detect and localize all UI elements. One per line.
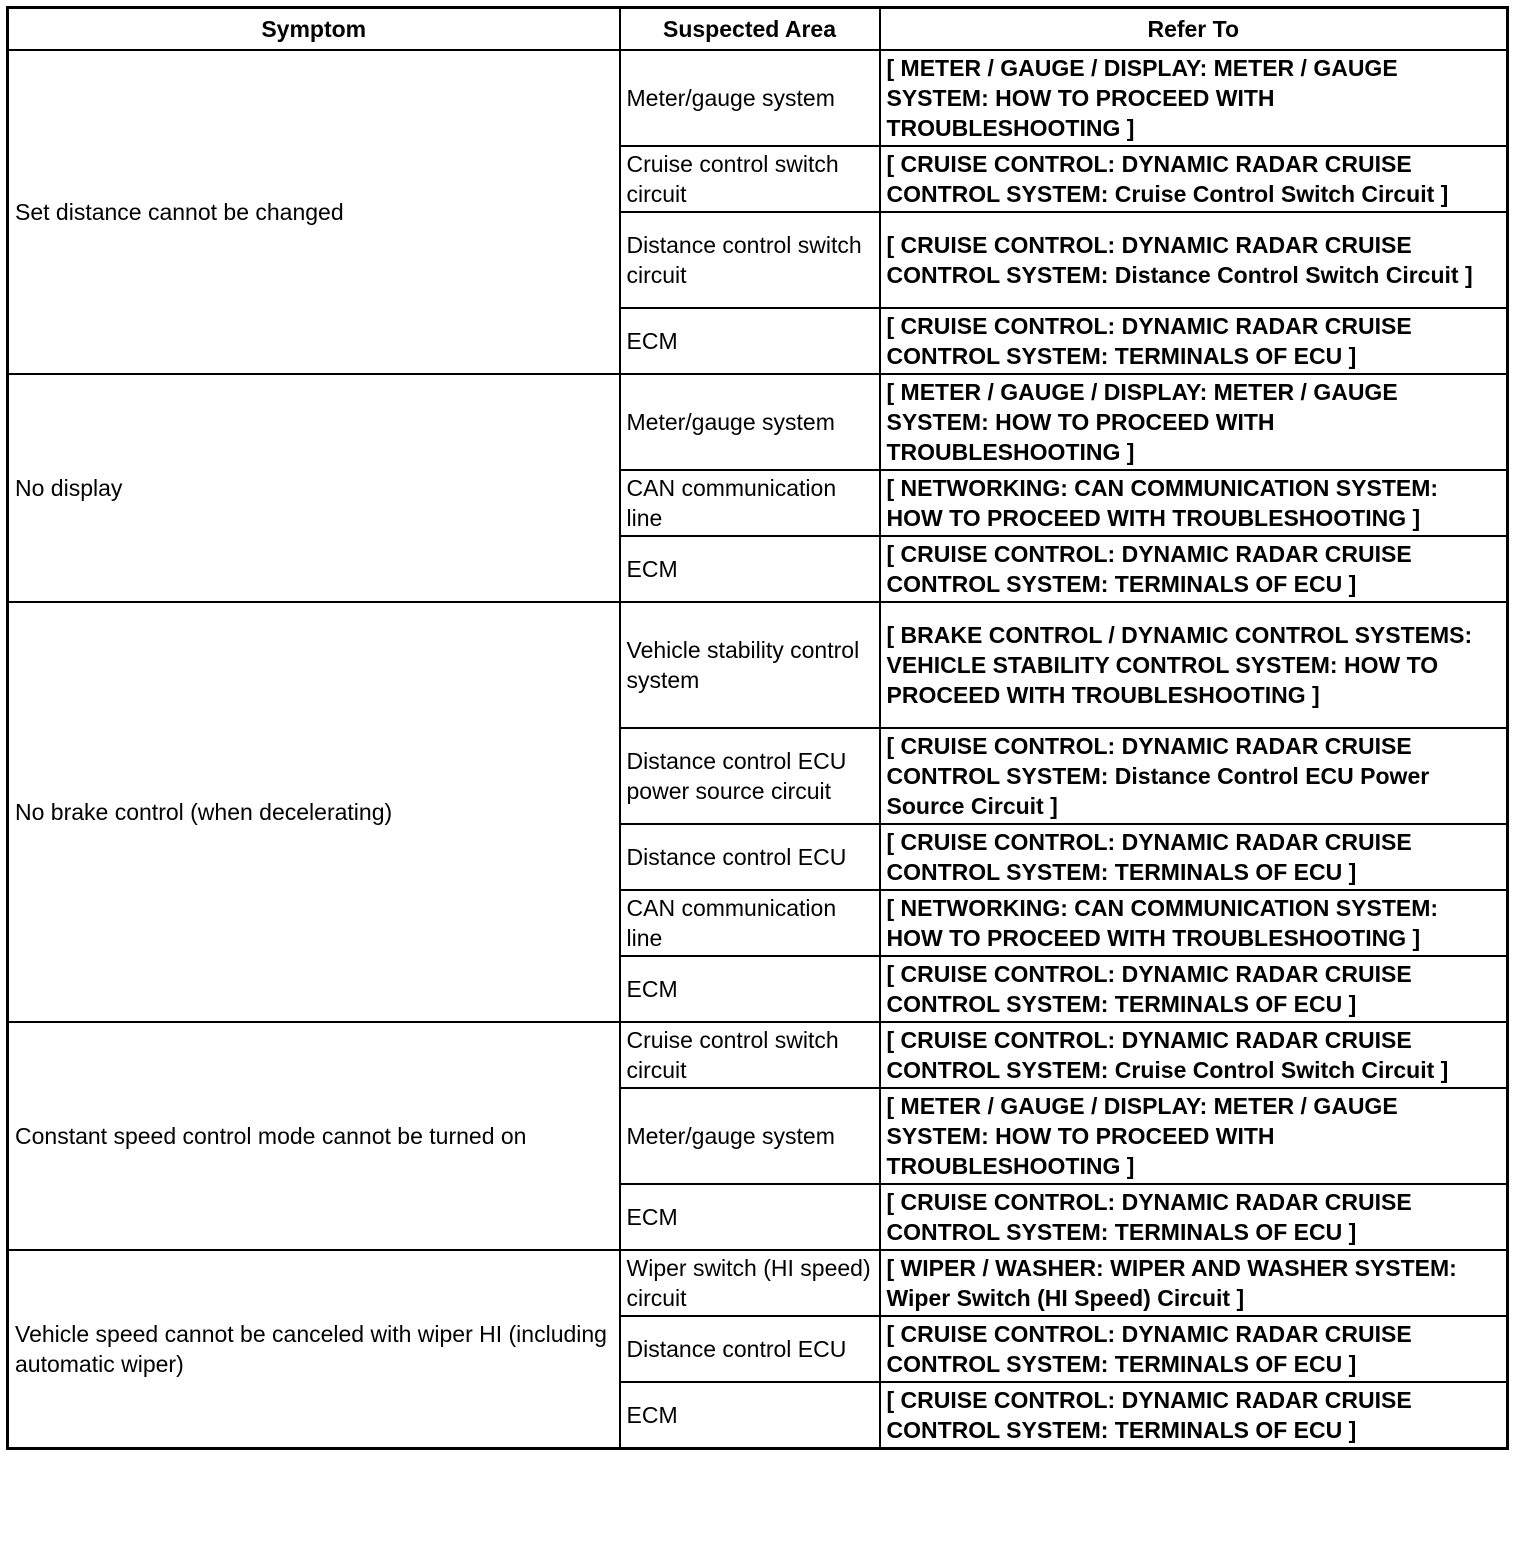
suspected-area-cell: ECM <box>620 956 880 1022</box>
troubleshooting-table <box>6 6 1509 1450</box>
refer-to-link[interactable]: [ CRUISE CONTROL: DYNAMIC RADAR CRUISE CONTROL SYSTEM: Cruise Control Switch Circuit ] <box>880 1022 1508 1088</box>
refer-to-link[interactable]: [ CRUISE CONTROL: DYNAMIC RADAR CRUISE CONTROL SYSTEM: TERMINALS OF ECU ] <box>880 1382 1508 1449</box>
suspected-area-cell: ECM <box>620 1382 880 1449</box>
symptom-cell: No brake control (when decelerating) <box>8 602 620 1022</box>
suspected-area-cell: CAN communication line <box>620 470 880 536</box>
suspected-area-cell: Distance control switch circuit <box>620 212 880 308</box>
suspected-area-cell: ECM <box>620 1184 880 1250</box>
suspected-area-cell: Vehicle stability control system <box>620 602 880 728</box>
refer-to-link[interactable]: [ CRUISE CONTROL: DYNAMIC RADAR CRUISE CONTROL SYSTEM: Distance Control Switch Circuit ] <box>880 212 1508 308</box>
refer-to-link[interactable]: [ METER / GAUGE / DISPLAY: METER / GAUGE SYSTEM: HOW TO PROCEED WITH TROUBLESHOOTING ] <box>880 50 1508 146</box>
refer-to-link[interactable]: [ NETWORKING: CAN COMMUNICATION SYSTEM: HOW TO PROCEED WITH TROUBLESHOOTING ] <box>880 470 1508 536</box>
refer-to-link[interactable]: [ CRUISE CONTROL: DYNAMIC RADAR CRUISE CONTROL SYSTEM: TERMINALS OF ECU ] <box>880 308 1508 374</box>
suspected-area-cell: Meter/gauge system <box>620 374 880 470</box>
refer-to-link[interactable]: [ CRUISE CONTROL: DYNAMIC RADAR CRUISE CONTROL SYSTEM: TERMINALS OF ECU ] <box>880 1184 1508 1250</box>
suspected-area-cell: ECM <box>620 308 880 374</box>
suspected-area-cell: Distance control ECU <box>620 824 880 890</box>
refer-to-link[interactable]: [ CRUISE CONTROL: DYNAMIC RADAR CRUISE CONTROL SYSTEM: TERMINALS OF ECU ] <box>880 1316 1508 1382</box>
header-row <box>8 8 1508 51</box>
refer-to-link[interactable]: [ NETWORKING: CAN COMMUNICATION SYSTEM: HOW TO PROCEED WITH TROUBLESHOOTING ] <box>880 890 1508 956</box>
refer-to-link[interactable]: [ CRUISE CONTROL: DYNAMIC RADAR CRUISE CONTROL SYSTEM: Distance Control ECU Power Source Circuit ] <box>880 728 1508 824</box>
header-refer-to: Refer To <box>880 8 1508 51</box>
suspected-area-cell: CAN communication line <box>620 890 880 956</box>
suspected-area-cell: Cruise control switch circuit <box>620 1022 880 1088</box>
refer-to-link[interactable]: [ METER / GAUGE / DISPLAY: METER / GAUGE SYSTEM: HOW TO PROCEED WITH TROUBLESHOOTING ] <box>880 1088 1508 1184</box>
suspected-area-cell: Distance control ECU <box>620 1316 880 1382</box>
refer-to-link[interactable]: [ CRUISE CONTROL: DYNAMIC RADAR CRUISE CONTROL SYSTEM: TERMINALS OF ECU ] <box>880 824 1508 890</box>
refer-to-link[interactable]: [ CRUISE CONTROL: DYNAMIC RADAR CRUISE CONTROL SYSTEM: TERMINALS OF ECU ] <box>880 956 1508 1022</box>
suspected-area-cell: Cruise control switch circuit <box>620 146 880 212</box>
suspected-area-cell: ECM <box>620 536 880 602</box>
symptom-cell: Vehicle speed cannot be canceled with wiper HI (including automatic wiper) <box>8 1250 620 1449</box>
suspected-area-cell: Meter/gauge system <box>620 1088 880 1184</box>
header-symptom: Symptom <box>8 8 620 51</box>
refer-to-link[interactable]: [ METER / GAUGE / DISPLAY: METER / GAUGE SYSTEM: HOW TO PROCEED WITH TROUBLESHOOTING ] <box>880 374 1508 470</box>
table-row <box>8 1250 1508 1316</box>
refer-to-link[interactable]: [ CRUISE CONTROL: DYNAMIC RADAR CRUISE CONTROL SYSTEM: Cruise Control Switch Circuit ] <box>880 146 1508 212</box>
symptom-cell: No display <box>8 374 620 602</box>
table-row <box>8 1022 1508 1088</box>
table-row <box>8 374 1508 470</box>
table-row <box>8 602 1508 728</box>
refer-to-link[interactable]: [ BRAKE CONTROL / DYNAMIC CONTROL SYSTEMS: VEHICLE STABILITY CONTROL SYSTEM: HOW TO PROCEED WITH TROUBLESHOOTING ] <box>880 602 1508 728</box>
symptom-cell: Constant speed control mode cannot be turned on <box>8 1022 620 1250</box>
header-suspected-area: Suspected Area <box>620 8 880 51</box>
suspected-area-cell: Wiper switch (HI speed) circuit <box>620 1250 880 1316</box>
refer-to-link[interactable]: [ WIPER / WASHER: WIPER AND WASHER SYSTEM: Wiper Switch (HI Speed) Circuit ] <box>880 1250 1508 1316</box>
table-row <box>8 50 1508 146</box>
refer-to-link[interactable]: [ CRUISE CONTROL: DYNAMIC RADAR CRUISE CONTROL SYSTEM: TERMINALS OF ECU ] <box>880 536 1508 602</box>
suspected-area-cell: Meter/gauge system <box>620 50 880 146</box>
suspected-area-cell: Distance control ECU power source circuit <box>620 728 880 824</box>
symptom-cell: Set distance cannot be changed <box>8 50 620 374</box>
